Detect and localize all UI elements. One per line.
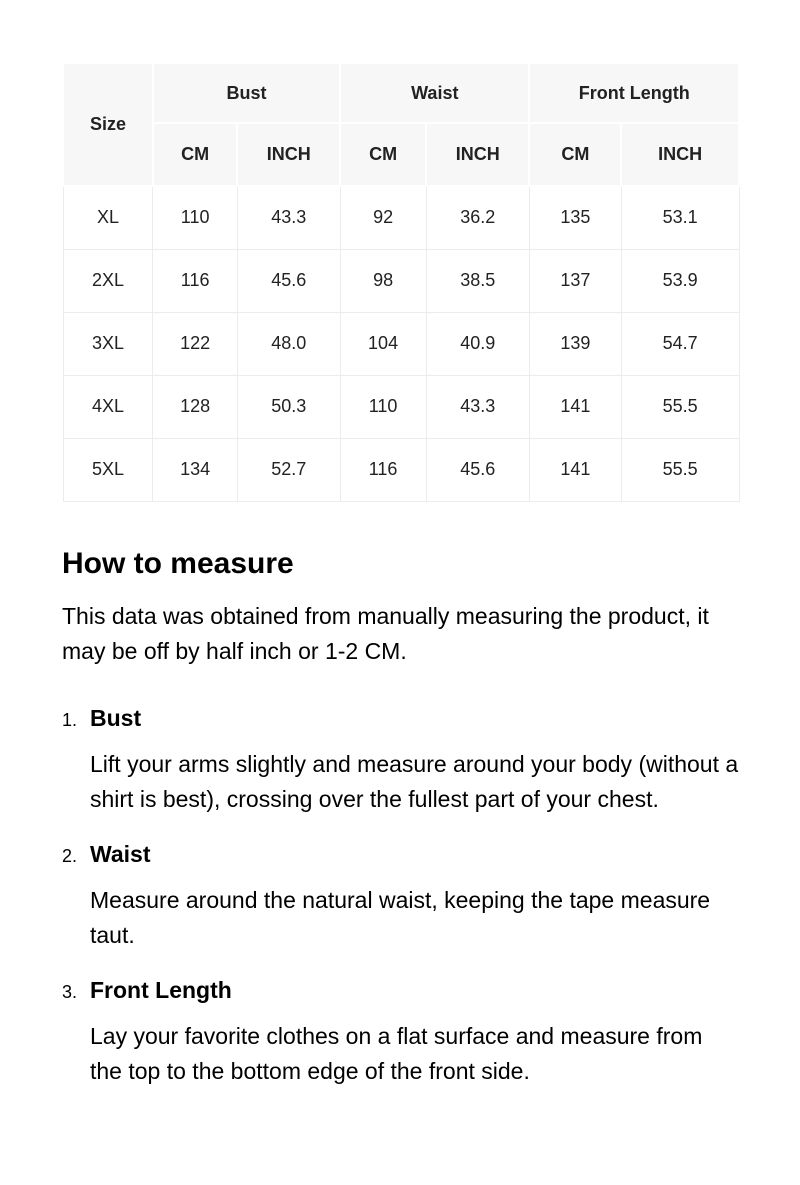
waist-inch-cell: 38.5	[426, 249, 529, 312]
front-length-inch-cell: 55.5	[621, 438, 739, 501]
size-cell: 4XL	[63, 375, 153, 438]
step-title-bust: Bust	[90, 704, 142, 731]
bust-cm-cell: 134	[153, 438, 238, 501]
front-length-inch-cell: 53.1	[621, 186, 739, 249]
step-heading-waist	[62, 839, 740, 869]
list-item	[62, 703, 740, 817]
list-item	[62, 839, 740, 953]
group-header-row	[63, 63, 739, 123]
front-length-cm-cell: 141	[529, 375, 621, 438]
step-title-waist: Waist	[90, 840, 151, 867]
waist-inch-cell: 43.3	[426, 375, 529, 438]
table-row	[63, 312, 739, 375]
step-heading-front-length	[62, 975, 740, 1005]
bust-inch-cell: 48.0	[237, 312, 340, 375]
front-length-group-header: Front Length	[529, 63, 739, 123]
bust-cm-cell: 128	[153, 375, 238, 438]
unit-header-row	[63, 123, 739, 186]
front-length-inch-cell: 54.7	[621, 312, 739, 375]
bust-group-header: Bust	[153, 63, 340, 123]
waist-inch-cell: 36.2	[426, 186, 529, 249]
bust-inch-cell: 50.3	[237, 375, 340, 438]
front-length-cm-header: CM	[529, 123, 621, 186]
bust-cm-cell: 110	[153, 186, 238, 249]
bust-cm-cell: 122	[153, 312, 238, 375]
waist-cm-cell: 104	[340, 312, 426, 375]
step-description-bust: Lift your arms slightly and measure around your body (without a shirt is best), crossing over the fullest part of your chest.	[90, 750, 739, 812]
measure-steps-list	[62, 703, 740, 1089]
waist-cm-cell: 116	[340, 438, 426, 501]
step-number: 3.	[62, 981, 78, 1002]
waist-cm-cell: 98	[340, 249, 426, 312]
front-length-cm-cell: 135	[529, 186, 621, 249]
bust-cm-header: CM	[153, 123, 238, 186]
table-row	[63, 186, 739, 249]
front-length-inch-header: INCH	[621, 123, 739, 186]
waist-inch-header: INCH	[426, 123, 529, 186]
waist-inch-cell: 40.9	[426, 312, 529, 375]
front-length-cm-cell: 139	[529, 312, 621, 375]
table-row	[63, 438, 739, 501]
list-item	[62, 975, 740, 1089]
size-cell: XL	[63, 186, 153, 249]
size-cell: 5XL	[63, 438, 153, 501]
size-cell: 3XL	[63, 312, 153, 375]
front-length-inch-cell: 53.9	[621, 249, 739, 312]
step-description-waist: Measure around the natural waist, keeping the tape measure taut.	[90, 886, 711, 948]
step-description-front-length: Lay your favorite clothes on a flat surface and measure from the top to the bottom edge of the front side.	[90, 1022, 703, 1084]
waist-cm-cell: 110	[340, 375, 426, 438]
front-length-cm-cell: 137	[529, 249, 621, 312]
table-row	[63, 249, 739, 312]
bust-cm-cell: 116	[153, 249, 238, 312]
size-column-header: Size	[63, 63, 153, 186]
size-chart-table	[62, 62, 740, 502]
waist-cm-cell: 92	[340, 186, 426, 249]
measure-intro-text: This data was obtained from manually measuring the product, it may be off by half inch or 1-2 CM.	[62, 602, 709, 664]
step-number: 2.	[62, 845, 78, 866]
waist-cm-header: CM	[340, 123, 426, 186]
bust-inch-cell: 52.7	[237, 438, 340, 501]
waist-inch-cell: 45.6	[426, 438, 529, 501]
waist-group-header: Waist	[340, 63, 529, 123]
bust-inch-cell: 43.3	[237, 186, 340, 249]
front-length-inch-cell: 55.5	[621, 375, 739, 438]
bust-inch-header: INCH	[237, 123, 340, 186]
bust-inch-cell: 45.6	[237, 249, 340, 312]
step-heading-bust	[62, 703, 740, 733]
step-number: 1.	[62, 709, 78, 730]
front-length-cm-cell: 141	[529, 438, 621, 501]
step-title-front-length: Front Length	[90, 976, 232, 1003]
how-to-measure-heading: How to measure	[62, 546, 294, 580]
size-cell: 2XL	[63, 249, 153, 312]
table-row	[63, 375, 739, 438]
